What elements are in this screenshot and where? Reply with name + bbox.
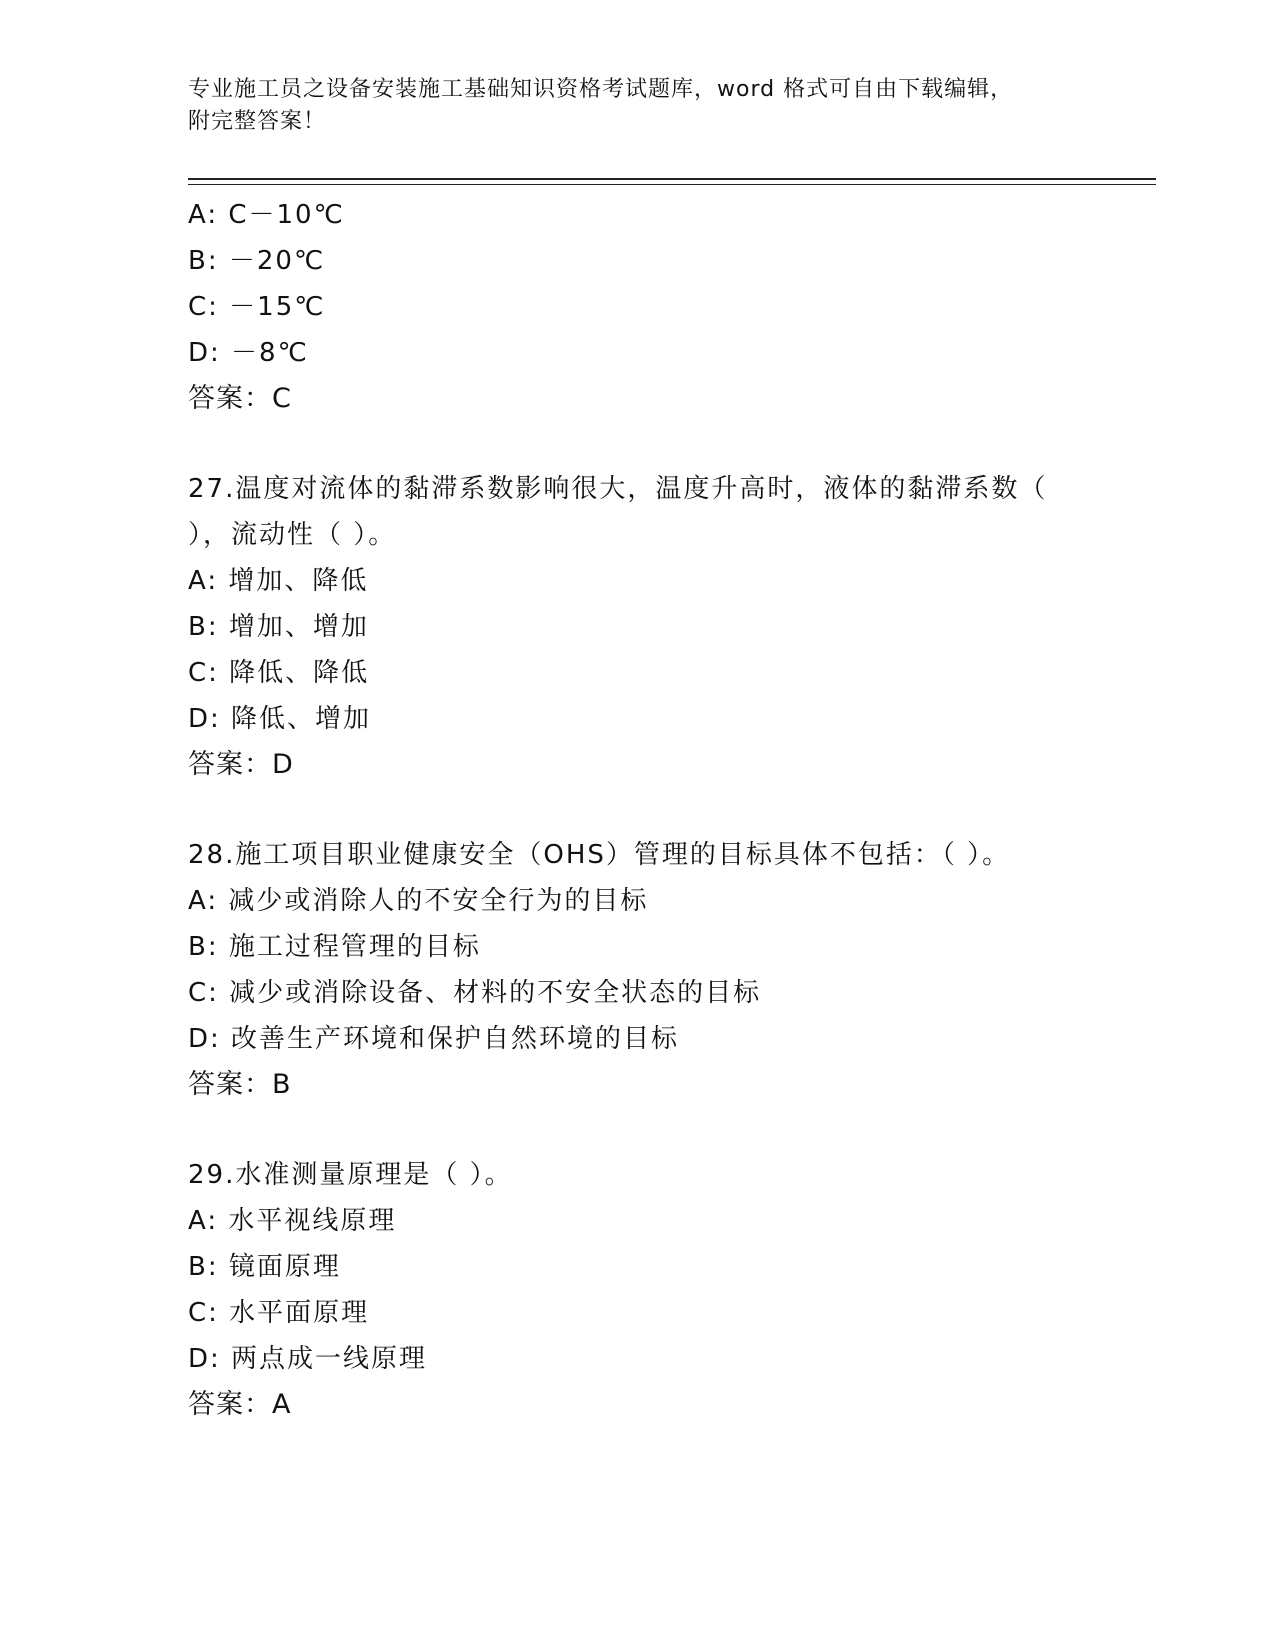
question-title-line-1: 29.水准测量原理是（ ）。: [188, 1160, 513, 1190]
option-a: A: 水平视线原理: [188, 1206, 397, 1236]
question-spacer: [188, 1108, 1148, 1152]
option-d: D: 改善生产环境和保护自然环境的目标: [188, 1024, 680, 1054]
question-27: [188, 466, 1148, 788]
option-b: B: －20℃: [188, 246, 326, 276]
question-spacer: [188, 788, 1148, 832]
answer-line: 答案：A: [188, 1389, 292, 1420]
question-title-line-1: 27.温度对流体的黏滞系数影响很大，温度升高时，液体的黏滞系数（: [188, 474, 1048, 504]
option-d: D: 两点成一线原理: [188, 1344, 428, 1374]
option-d: D: 降低、增加: [188, 704, 372, 734]
option-c: C: －15℃: [188, 292, 326, 322]
header-line-2: 附完整答案！: [188, 109, 327, 134]
option-a: A: C－10℃: [188, 200, 345, 230]
question-26: [188, 192, 1148, 422]
header-divider-thick: [188, 178, 1156, 180]
option-b: B: 增加、增加: [188, 612, 369, 642]
question-29: [188, 1152, 1148, 1428]
answer-line: 答案：C: [188, 383, 292, 414]
header-line-1: 专业施工员之设备安装施工基础知识资格考试题库，word 格式可自由下载编辑，: [188, 77, 1014, 102]
answer-line: 答案：B: [188, 1069, 292, 1100]
header-divider-thin: [188, 184, 1156, 185]
question-title-line-1: 28.施工项目职业健康安全（OHS）管理的目标具体不包括：（ ）。: [188, 840, 1011, 870]
option-b: B: 镜面原理: [188, 1252, 341, 1282]
option-b: B: 施工过程管理的目标: [188, 932, 481, 962]
document-header: [188, 74, 1088, 138]
question-title-line-2: ），流动性（ ）。: [188, 520, 397, 550]
option-c: C: 降低、降低: [188, 658, 370, 688]
option-d: D: －8℃: [188, 338, 309, 368]
question-28: [188, 832, 1148, 1108]
option-c: C: 水平面原理: [188, 1298, 370, 1328]
question-spacer: [188, 422, 1148, 466]
option-c: C: 减少或消除设备、材料的不安全状态的目标: [188, 978, 762, 1008]
option-a: A: 减少或消除人的不安全行为的目标: [188, 886, 649, 916]
answer-line: 答案：D: [188, 749, 294, 780]
question-list: [188, 192, 1148, 1428]
option-a: A: 增加、降低: [188, 566, 369, 596]
